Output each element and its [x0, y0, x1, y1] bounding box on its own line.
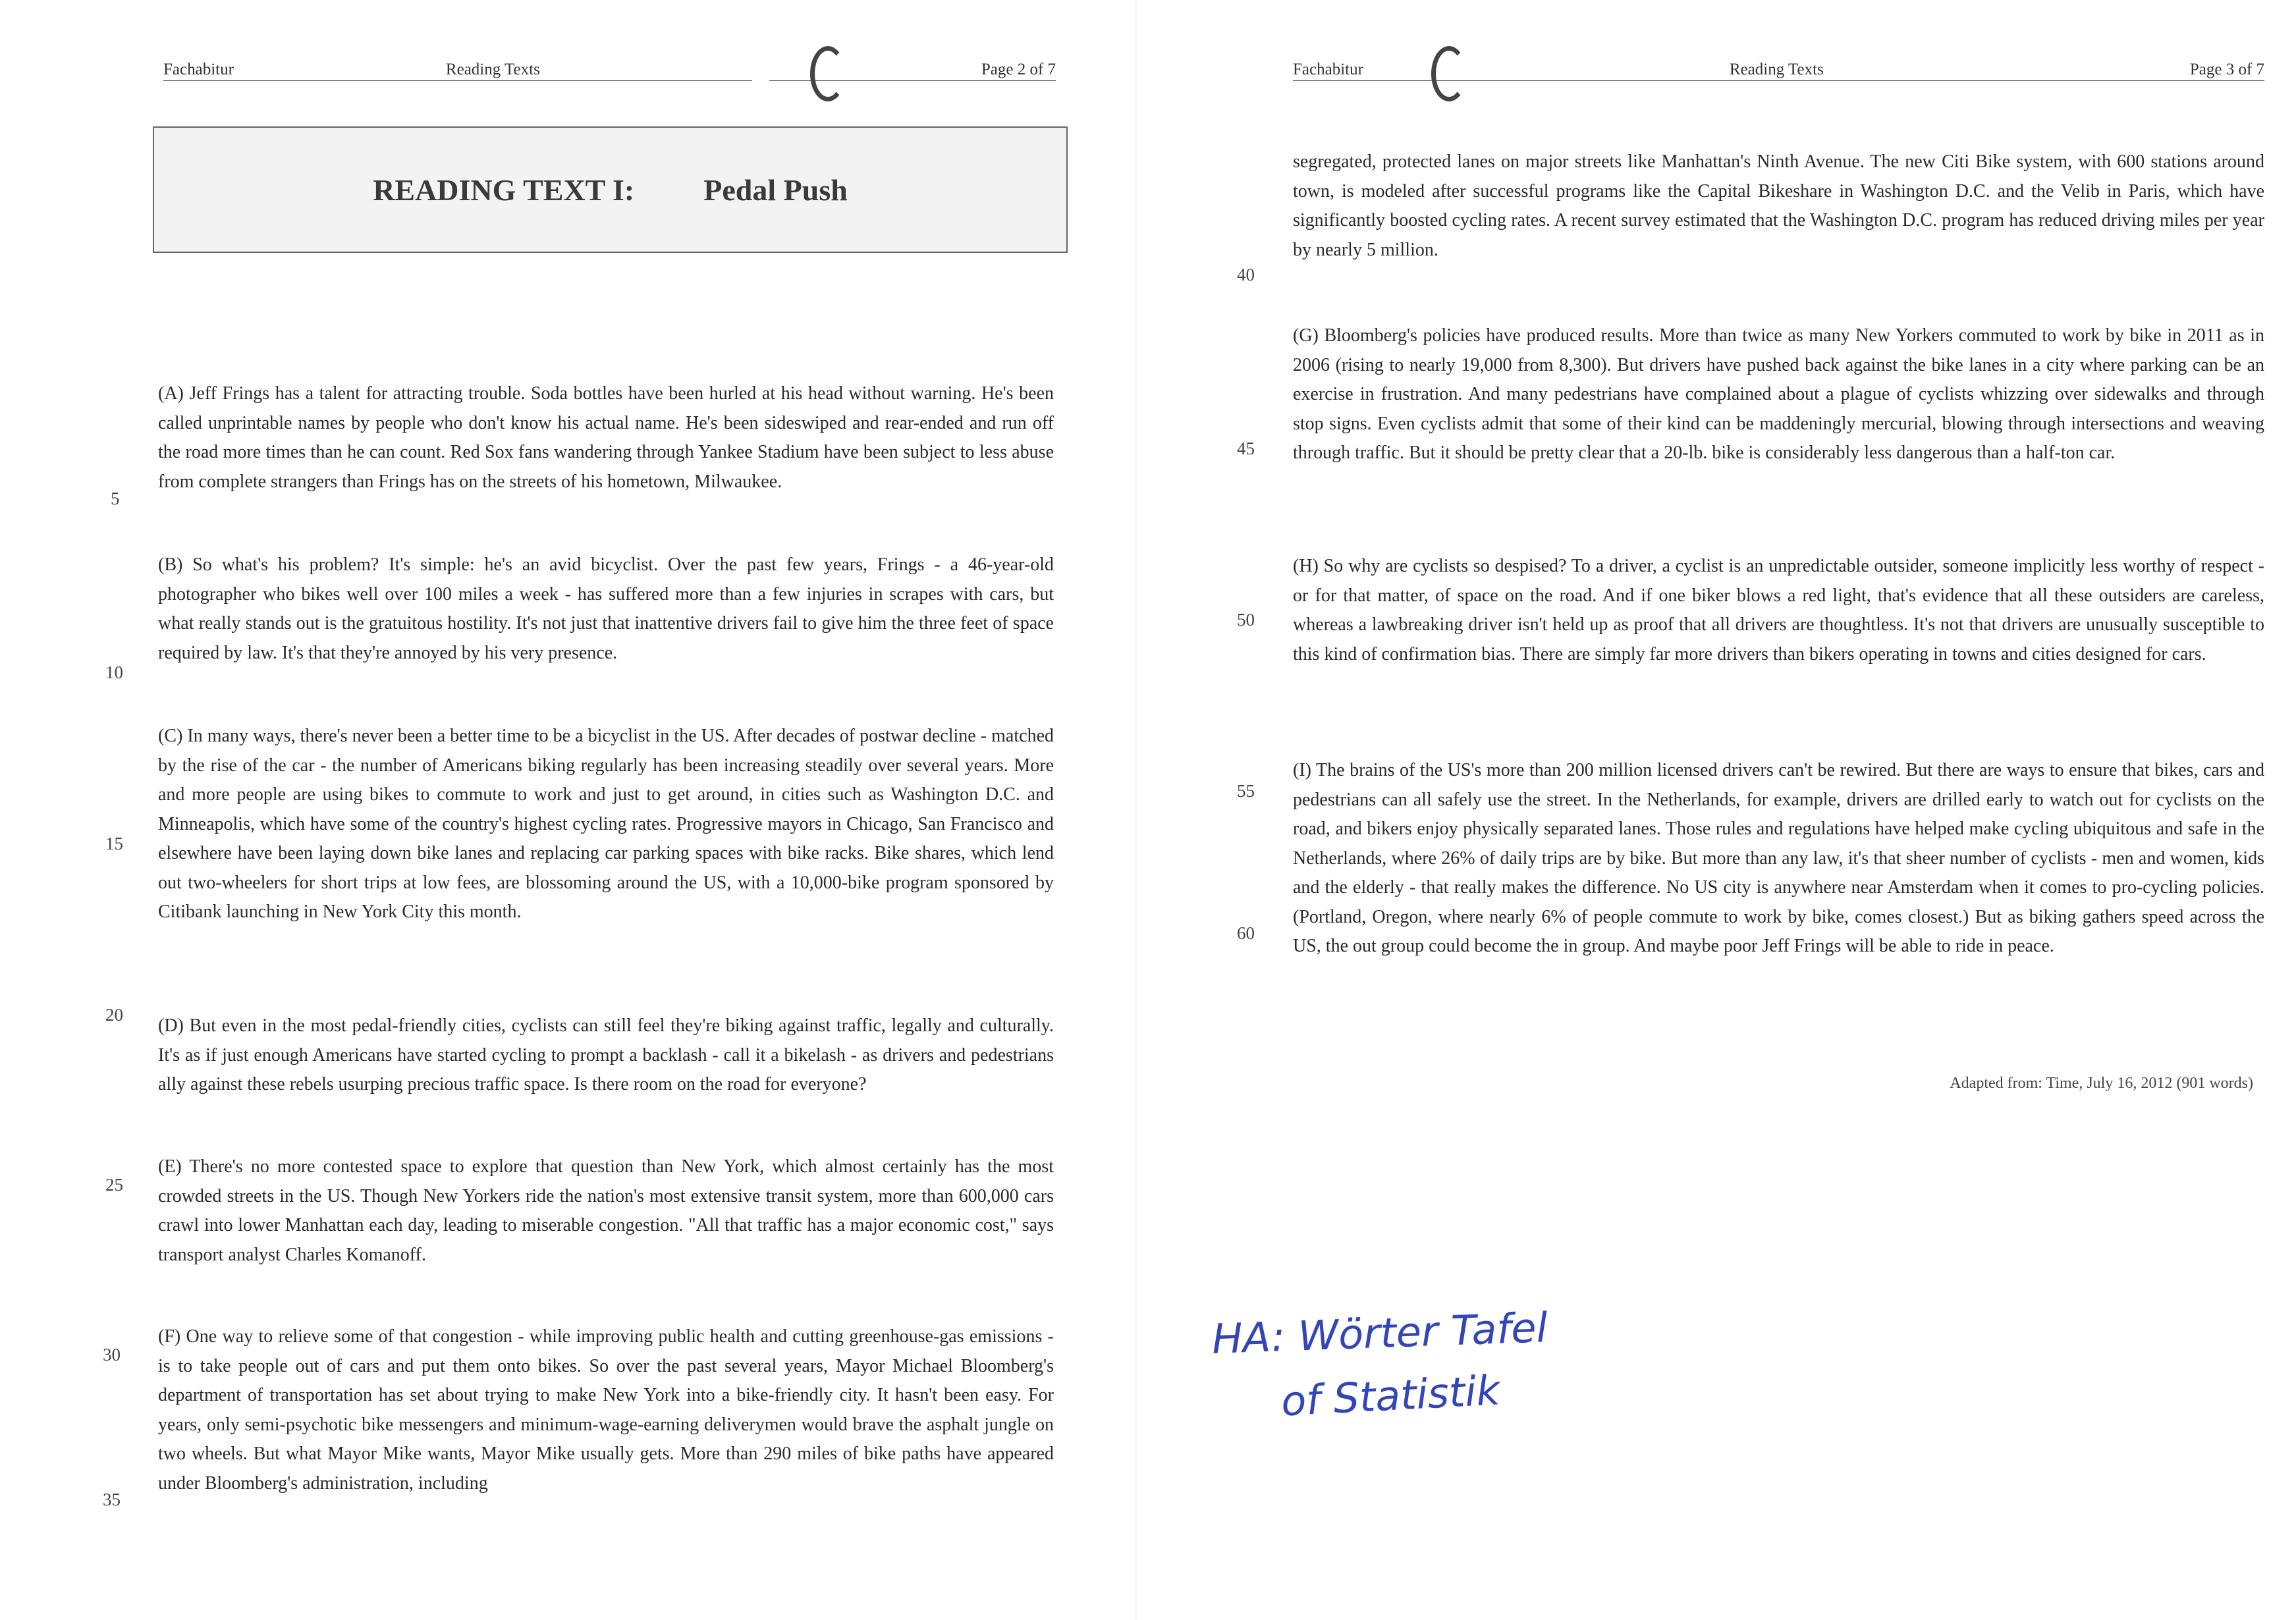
line-number: 25: [105, 1175, 123, 1195]
reading-text-label: READING TEXT I:: [373, 173, 635, 207]
line-number: 15: [105, 834, 123, 853]
header-section: Reading Texts: [446, 61, 540, 81]
line-number: 20: [105, 1005, 123, 1025]
line-number: 55: [1237, 781, 1255, 801]
header-course: Fachabitur: [1293, 61, 1363, 81]
page-2: [0, 0, 1120, 1620]
page-header: [163, 61, 1056, 81]
page-3: [1149, 0, 2296, 1620]
paragraph-f-continued: segregated, protected lanes on major streets like Manhattan's Ninth Avenue. The new Citi Bike system, with 600 stations around town, is modeled after successful programs like the Capital Bikeshare in Washington D.C. and the Velib in Paris, which have significantly boosted cycling rates. A recent survey estimated that the Washington D.C. program has reduced driving miles per year by nearly 5 million.: [1293, 151, 2264, 260]
page-gutter: [1134, 0, 1138, 1620]
source-citation: Adapted from: Time, July 16, 2012 (901 words): [1950, 1075, 2253, 1092]
paragraph-i: (I) The brains of the US's more than 200 million licensed drivers can't be rewired. But there are ways to ensure that bikes, cars and pedestrians can all safely use the street. In the Netherlands, for example, drivers are drilled early to watch out for cyclists on the road, and bikers enjoy physically separated lanes. Those rules and regulations have helped make cycling ubiquitous and safe in the Netherlands, where 26% of daily trips are by bike. But more than any law, it's that sheer number of cyclists - men and women, kids and the elderly - that really makes the difference. No US city is anywhere near Amsterdam when it comes to pro-cycling policies. (Portland, Oregon, where nearly 6% of people commute to work by bike, comes closest.) But as biking gathers speed across the US, the out group could become the in group. And maybe poor Jeff Frings will be able to ride in peace.: [1293, 760, 2264, 956]
header-page-number: Page 2 of 7: [981, 61, 1056, 81]
header-section: Reading Texts: [1730, 61, 1824, 81]
paragraph-h: (H) So why are cyclists so despised? To a driver, a cyclist is an unpredictable outsider, someone implicitly less worthy of respect - or for that matter, of space on the road. And if one biker blows a red light, that's evidence that all these outsiders are careless, whereas a lawbreaking driver isn't held up as proof that all drivers are thoughtless. It's not that drivers are unusually susceptible to this kind of confirmation bias. There are simply far more drivers than bikers operating in towns and cities designed for cars.: [1293, 556, 2264, 664]
header-course: Fachabitur: [163, 61, 234, 81]
paragraph-a: (A) Jeff Frings has a talent for attracting trouble. Soda bottles have been hurled at his head without warning. He's been called unprintable names by people who don't know his actual name. He's been sideswiped and rear-ended and run off the road more times than he can count. Red Sox fans wandering through Yankee Stadium have been subject to less abuse from complete strangers than Frings has on the streets of his hometown, Milwaukee.: [158, 383, 1054, 492]
line-number: 40: [1237, 265, 1255, 284]
paragraph-f: (F) One way to relieve some of that congestion - while improving public health and cutting greenhouse-gas emissions - is to take people out of cars and put them onto bikes. So over the past several years, Mayor Michael Bloomberg's department of transportation has set about trying to make New York into a bike-friendly city. It hasn't been easy. For years, only semi-psychotic bike messengers and minimum-wage-earning deliverymen would brave the asphalt jungle on two wheels. But what Mayor Mike wants, Mayor Mike usually gets. More than 290 miles of bike paths have appeared under Bloomberg's administration, including: [158, 1326, 1054, 1494]
paragraph-g: (G) Bloomberg's policies have produced results. More than twice as many New Yorkers commuted to work by bike in 2011 as in 2006 (rising to nearly 19,000 from 8,300). But drivers have pushed back against the bike lanes in a city where parking can be an exercise in frustration. And many pedestrians have complained about a plague of cyclists whizzing over sidewalks and through stop signs. Even cyclists admit that some of their kind can be maddeningly mercurial, blowing through intersections and weaving through traffic. But it should be pretty clear that a 20-lb. bike is considerably less dangerous than a half-ton car.: [1293, 325, 2264, 463]
line-number: 35: [103, 1490, 121, 1509]
line-number: 50: [1237, 610, 1255, 630]
paragraph-c: (C) In many ways, there's never been a better time to be a bicyclist in the US. After decades of postwar decline - matched by the rise of the car - the number of Americans biking regularly has been increasing steadily over several years. More and more people are using bikes to commute to work and just to get around, in cities such as Washington D.C. and Minneapolis, which have some of the country's highest cycling rates. Progressive mayors in Chicago, San Francisco and elsewhere have been laying down bike lanes and replacing car parking spaces with bike racks. Bike shares, which lend out two-wheelers for short trips at low fees, are blossoming around the US, with a 10,000-bike program sponsored by Citibank launching in New York City this month.: [158, 726, 1054, 922]
line-number: 5: [111, 489, 120, 508]
handwritten-note-line-1: HA: Wörter Tafel: [1211, 1303, 1548, 1363]
line-number: 60: [1237, 923, 1255, 943]
staple-mark: [1431, 46, 1467, 101]
line-number: 30: [103, 1345, 121, 1364]
line-number: 10: [105, 662, 123, 682]
paragraph-d: (D) But even in the most pedal-friendly cities, cyclists can still feel they're biking against traffic, legally and culturally. It's as if just enough Americans have started cycling to prompt a backlash - call it a bikelash - as drivers and pedestrians ally against these rebels usurping precious traffic space. Is there room on the road for everyone?: [158, 1015, 1054, 1094]
header-page-number: Page 3 of 7: [2190, 61, 2264, 81]
handwritten-note-line-2: of Statistik: [1280, 1366, 1502, 1426]
reading-text-title: Pedal Push: [703, 173, 848, 207]
paragraph-e: (E) There's no more contested space to explore that question than New York, which almost certainly has the most crowded streets in the US. Though New Yorkers ride the nation's most extensive transit system, more than 600,000 cars crawl into lower Manhattan each day, leading to miserable congestion. "All that traffic has a major economic cost," says transport analyst Charles Komanoff.: [158, 1156, 1054, 1265]
line-number: 45: [1237, 439, 1255, 458]
paragraph-b: (B) So what's his problem? It's simple: he's an avid bicyclist. Over the past few years, Frings - a 46-year-old photographer who bikes well over 100 miles a week - has suffered more than a few injuries in scrapes with cars, but what really stands out is the gratuitous hostility. It's not just that inattentive drivers fail to give him the three feet of space required by law. It's that they're annoyed by his very presence.: [158, 554, 1054, 663]
reading-text-title-box: [153, 126, 1068, 253]
staple-mark: [810, 46, 846, 101]
